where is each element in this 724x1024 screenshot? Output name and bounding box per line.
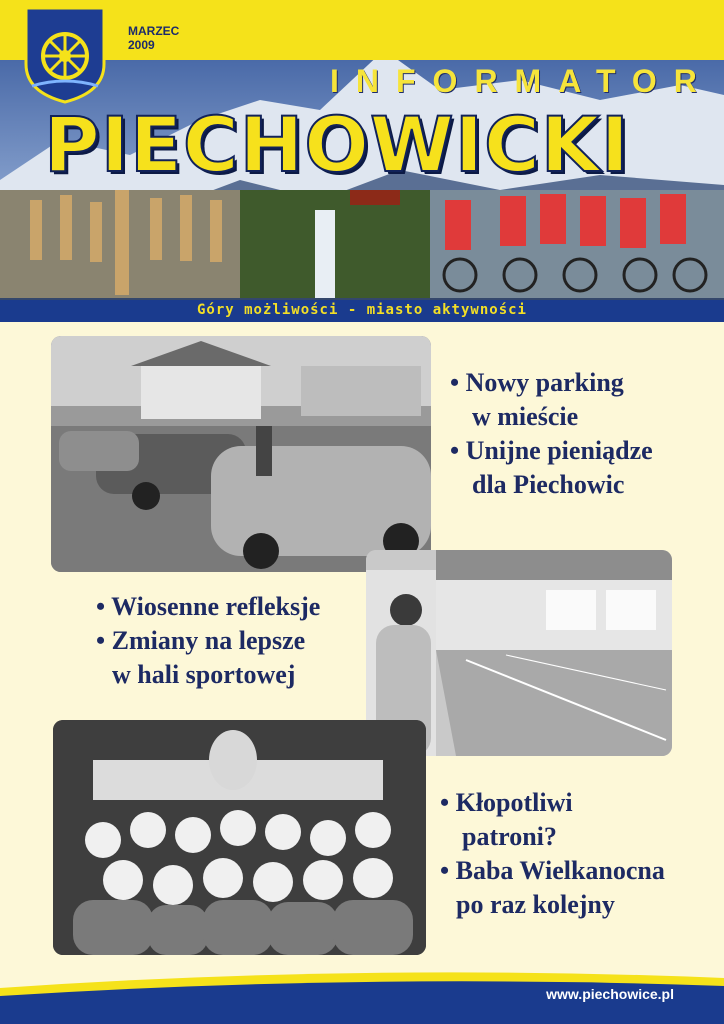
slogan-bar	[0, 300, 724, 322]
series-name: INFORMATOR	[330, 63, 714, 99]
issue-month: MARZEC	[128, 24, 180, 38]
headline-line: w mieście	[472, 402, 579, 431]
headline-group-2	[96, 590, 320, 692]
headline-line: • Wiosenne refleksje	[96, 592, 321, 621]
magazine-title: PIECHOWICKI	[44, 100, 630, 189]
website-url: www.piechowice.pl	[546, 986, 674, 1002]
headline-line: w hali sportowej	[112, 660, 296, 689]
headline-line: • Kłopotliwi	[440, 788, 573, 817]
town-crest-icon	[22, 4, 108, 104]
slogan-text: Góry możliwości - miasto aktywności	[196, 302, 527, 318]
headline-line: po raz kolejny	[456, 890, 615, 919]
issue-date	[128, 24, 179, 52]
headline-line: • Baba Wielkanocna	[440, 856, 665, 885]
headline-line: dla Piechowic	[472, 470, 625, 499]
cover-header	[0, 0, 724, 322]
headline-line: • Nowy parking	[450, 368, 624, 397]
header-photo-collage	[0, 190, 724, 298]
issue-year: 2009	[128, 38, 155, 52]
headline-group-3	[440, 786, 665, 922]
header-yellow-band	[0, 0, 724, 60]
headline-line: • Unijne pieniądze	[450, 436, 653, 465]
headline-line: • Zmiany na lepsze	[96, 626, 306, 655]
photo-parking	[51, 336, 431, 572]
photo-children-group	[53, 720, 426, 955]
headline-group-1	[450, 366, 653, 502]
headline-line: patroni?	[462, 822, 557, 851]
